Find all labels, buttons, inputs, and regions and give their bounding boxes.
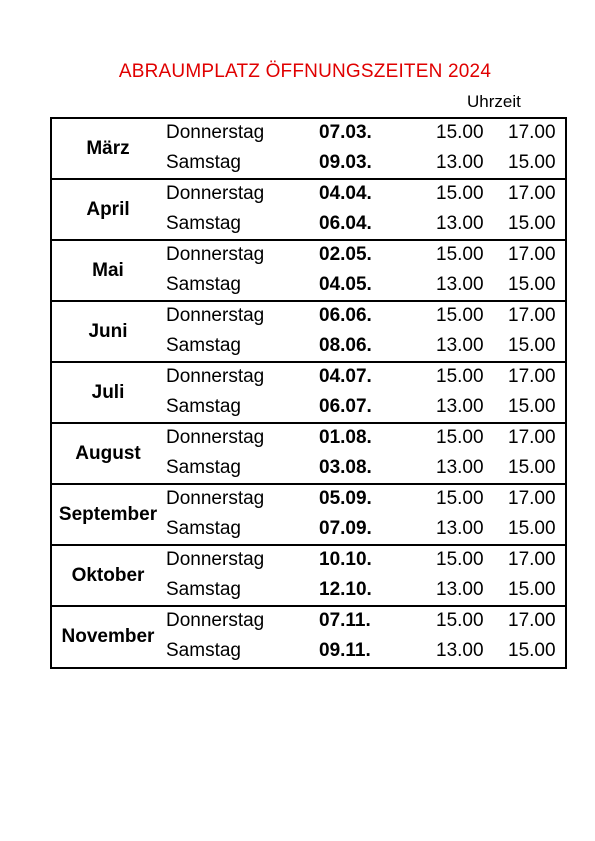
weekday-cell: Donnerstag xyxy=(166,488,265,509)
schedule-row xyxy=(52,242,565,272)
weekday-cell: Donnerstag xyxy=(166,305,265,326)
date-cell: 06.04. xyxy=(319,213,372,234)
month-name: Juni xyxy=(88,320,128,342)
schedule-row xyxy=(52,486,565,516)
closing-time-cell: 17.00 xyxy=(508,427,556,448)
date-cell: 08.06. xyxy=(319,335,372,356)
opening-time-cell: 15.00 xyxy=(436,488,484,509)
month-name: Mai xyxy=(92,259,124,281)
schedule-row xyxy=(52,333,565,363)
opening-time-cell: 15.00 xyxy=(436,122,484,143)
month-name: November xyxy=(61,626,155,647)
page-title: ABRAUMPLATZ ÖFFNUNGSZEITEN 2024 xyxy=(118,61,492,82)
weekday-cell: Samstag xyxy=(166,335,241,356)
weekday-cell: Samstag xyxy=(166,274,241,295)
closing-time-cell: 17.00 xyxy=(508,183,556,204)
date-cell: 01.08. xyxy=(319,427,372,448)
date-cell: 03.08. xyxy=(319,457,372,478)
month-name: März xyxy=(86,137,130,159)
closing-time-cell: 17.00 xyxy=(508,305,556,326)
date-cell: 04.07. xyxy=(319,366,372,387)
closing-time-cell: 15.00 xyxy=(508,396,556,417)
schedule-row xyxy=(52,120,565,150)
weekday-cell: Samstag xyxy=(166,457,241,478)
opening-time-cell: 13.00 xyxy=(436,518,484,539)
date-cell: 07.03. xyxy=(319,122,372,143)
weekday-cell: Samstag xyxy=(166,518,241,539)
month-group xyxy=(52,119,565,180)
date-cell: 04.04. xyxy=(319,183,372,204)
month-group xyxy=(52,424,565,485)
date-cell: 10.10. xyxy=(319,549,372,570)
date-cell: 09.03. xyxy=(319,152,372,173)
schedule-row xyxy=(52,547,565,577)
schedule-row xyxy=(52,425,565,455)
month-name: Juli xyxy=(91,381,125,403)
schedule-row xyxy=(52,577,565,607)
closing-time-cell: 17.00 xyxy=(508,549,556,570)
month-name: April xyxy=(86,198,130,220)
schedule-row xyxy=(52,394,565,424)
weekday-cell: Donnerstag xyxy=(166,183,265,204)
weekday-cell: Samstag xyxy=(166,640,241,661)
opening-time-cell: 13.00 xyxy=(436,274,484,295)
opening-time-cell: 13.00 xyxy=(436,213,484,234)
schedule-row xyxy=(52,455,565,485)
opening-time-cell: 13.00 xyxy=(436,396,484,417)
date-cell: 09.11. xyxy=(319,640,371,661)
schedule-row xyxy=(52,364,565,394)
month-name: Oktober xyxy=(71,564,145,586)
opening-time-cell: 15.00 xyxy=(436,305,484,326)
opening-time-cell: 13.00 xyxy=(436,457,484,478)
date-cell: 02.05. xyxy=(319,244,372,265)
closing-time-cell: 17.00 xyxy=(508,366,556,387)
opening-time-cell: 15.00 xyxy=(436,183,484,204)
closing-time-cell: 17.00 xyxy=(508,488,556,509)
closing-time-cell: 15.00 xyxy=(508,335,556,356)
weekday-cell: Samstag xyxy=(166,396,241,417)
month-group xyxy=(52,485,565,546)
closing-time-cell: 17.00 xyxy=(508,610,556,631)
month-group xyxy=(52,607,565,667)
closing-time-cell: 15.00 xyxy=(508,274,556,295)
weekday-cell: Donnerstag xyxy=(166,366,265,387)
closing-time-cell: 17.00 xyxy=(508,244,556,265)
month-name: August xyxy=(75,442,141,464)
month-group xyxy=(52,180,565,241)
closing-time-cell: 15.00 xyxy=(508,457,556,478)
weekday-cell: Samstag xyxy=(166,579,241,600)
schedule-row xyxy=(52,150,565,180)
opening-time-cell: 13.00 xyxy=(436,640,484,661)
weekday-cell: Donnerstag xyxy=(166,610,265,631)
opening-time-cell: 15.00 xyxy=(436,549,484,570)
opening-time-cell: 13.00 xyxy=(436,152,484,173)
month-group xyxy=(52,363,565,424)
schedule-row xyxy=(52,638,565,668)
date-cell: 12.10. xyxy=(319,579,372,600)
date-cell: 06.07. xyxy=(319,396,372,417)
schedule-table xyxy=(50,117,567,669)
opening-time-cell: 13.00 xyxy=(436,579,484,600)
closing-time-cell: 15.00 xyxy=(508,152,556,173)
schedule-row xyxy=(52,181,565,211)
weekday-cell: Donnerstag xyxy=(166,122,265,143)
month-group xyxy=(52,546,565,607)
closing-time-cell: 15.00 xyxy=(508,518,556,539)
schedule-row xyxy=(52,516,565,546)
weekday-cell: Donnerstag xyxy=(166,427,265,448)
date-cell: 07.11. xyxy=(319,610,371,631)
schedule-row xyxy=(52,272,565,302)
schedule-row xyxy=(52,211,565,241)
schedule-row xyxy=(52,303,565,333)
month-group xyxy=(52,302,565,363)
month-group xyxy=(52,241,565,302)
date-cell: 07.09. xyxy=(319,518,372,539)
opening-time-cell: 15.00 xyxy=(436,366,484,387)
weekday-cell: Samstag xyxy=(166,213,241,234)
opening-time-cell: 15.00 xyxy=(436,610,484,631)
closing-time-cell: 15.00 xyxy=(508,640,556,661)
closing-time-cell: 15.00 xyxy=(508,579,556,600)
weekday-cell: Samstag xyxy=(166,152,241,173)
opening-time-cell: 15.00 xyxy=(436,427,484,448)
closing-time-cell: 15.00 xyxy=(508,213,556,234)
weekday-cell: Donnerstag xyxy=(166,549,265,570)
date-cell: 06.06. xyxy=(319,305,372,326)
time-column-header: Uhrzeit xyxy=(467,92,521,111)
date-cell: 05.09. xyxy=(319,488,372,509)
opening-time-cell: 13.00 xyxy=(436,335,484,356)
weekday-cell: Donnerstag xyxy=(166,244,265,265)
opening-time-cell: 15.00 xyxy=(436,244,484,265)
month-name: September xyxy=(58,503,158,525)
schedule-row xyxy=(52,608,565,638)
closing-time-cell: 17.00 xyxy=(508,122,556,143)
date-cell: 04.05. xyxy=(319,274,372,295)
